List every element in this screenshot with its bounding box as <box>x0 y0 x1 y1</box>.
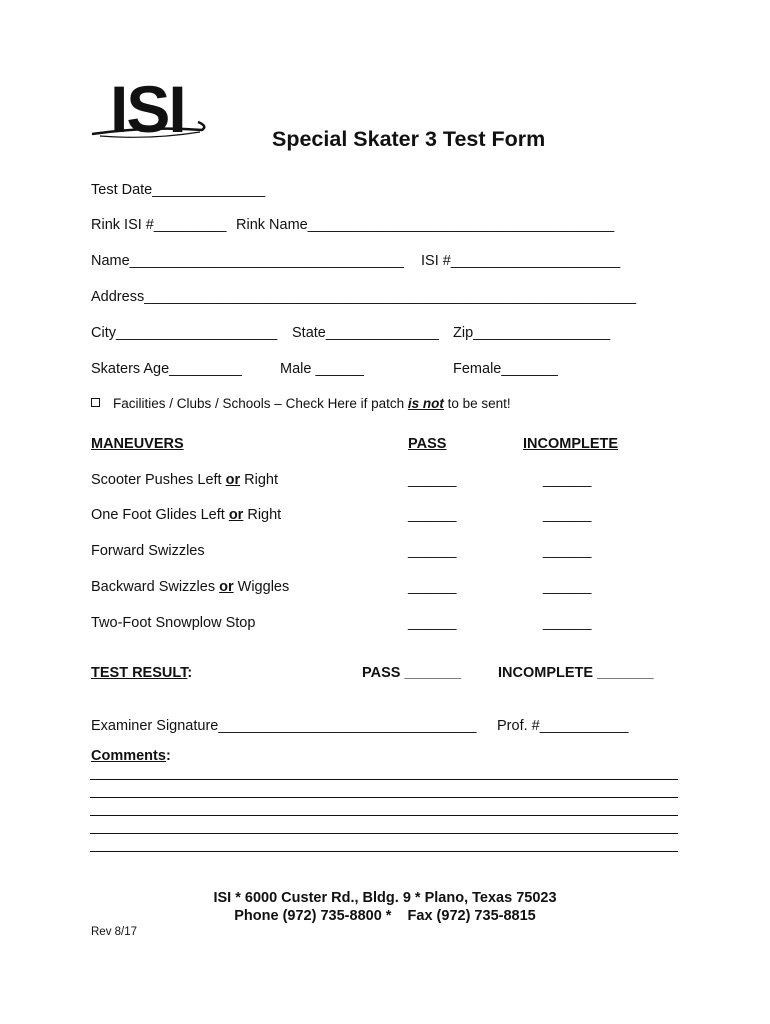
rink-name-field[interactable]: Rink Name______________________________________ <box>236 217 615 233</box>
emphasis-is-not: is not <box>407 396 444 411</box>
name-field[interactable]: Name__________________________________ <box>91 253 404 269</box>
maneuver-incomplete-blank[interactable]: ______ <box>543 507 592 523</box>
maneuver-pass-blank[interactable]: ______ <box>408 579 457 595</box>
city-field[interactable]: City____________________ <box>91 325 278 341</box>
maneuver-pass-blank[interactable]: ______ <box>408 543 457 559</box>
maneuver-pass-blank[interactable]: ______ <box>408 615 457 631</box>
comments-label: Comments: <box>91 748 171 764</box>
maneuver-incomplete-blank[interactable]: ______ <box>543 543 592 559</box>
test-date-field[interactable]: Test Date______________ <box>91 182 266 198</box>
maneuver-row-label: Two-Foot Snowplow Stop <box>91 615 256 631</box>
maneuver-row-label: Forward Swizzles <box>91 543 205 559</box>
maneuvers-header: MANEUVERS <box>91 436 184 452</box>
patch-checkbox[interactable] <box>91 398 100 407</box>
maneuver-pass-blank[interactable]: ______ <box>408 507 457 523</box>
rink-isi-field[interactable]: Rink ISI #_________ <box>91 217 227 233</box>
comment-line[interactable] <box>90 779 678 780</box>
prof-number-field[interactable]: Prof. #___________ <box>497 718 629 734</box>
maneuver-incomplete-blank[interactable]: ______ <box>543 615 592 631</box>
comment-line[interactable] <box>90 815 678 816</box>
maneuver-row-label: One Foot Glides Left or Right <box>91 507 282 523</box>
logo-text: ISI <box>110 76 185 142</box>
maneuver-incomplete-blank[interactable]: ______ <box>543 579 592 595</box>
test-result-label: TEST RESULT: <box>91 665 193 681</box>
examiner-signature-field[interactable]: Examiner Signature________________________________ <box>91 718 477 734</box>
address-field[interactable]: Address_____________________________________________________________ <box>91 289 637 305</box>
skaters-age-field[interactable]: Skaters Age_________ <box>91 361 242 377</box>
patch-checkbox-label: Facilities / Clubs / Schools – Check Here if patch is not to be sent! <box>113 396 511 411</box>
maneuver-row-label: Scooter Pushes Left or Right <box>91 472 278 488</box>
maneuver-pass-blank[interactable]: ______ <box>408 472 457 488</box>
pass-header: PASS <box>408 436 447 452</box>
isi-logo <box>90 76 210 142</box>
comment-line[interactable] <box>90 797 678 798</box>
footer-address: ISI * 6000 Custer Rd., Bldg. 9 * Plano, Texas 75023 <box>213 890 557 906</box>
incomplete-header: INCOMPLETE <box>523 436 619 452</box>
maneuver-row-label: Backward Swizzles or Wiggles <box>91 579 290 595</box>
isi-number-field[interactable]: ISI #_____________________ <box>421 253 621 269</box>
result-pass-field[interactable]: PASS _______ <box>362 665 461 681</box>
result-incomplete-field[interactable]: INCOMPLETE _______ <box>498 665 654 681</box>
state-field[interactable]: State______________ <box>292 325 439 341</box>
maneuver-incomplete-blank[interactable]: ______ <box>543 472 592 488</box>
comment-line[interactable] <box>90 833 678 834</box>
female-field[interactable]: Female_______ <box>453 361 558 377</box>
form-title: Special Skater 3 Test Form <box>272 127 546 151</box>
revision-label: Rev 8/17 <box>91 926 138 938</box>
comment-line[interactable] <box>90 851 678 852</box>
male-field[interactable]: Male ______ <box>280 361 364 377</box>
footer-phone: Phone (972) 735-8800 * Fax (972) 735-8815 <box>234 908 536 924</box>
zip-field[interactable]: Zip_________________ <box>453 325 611 341</box>
